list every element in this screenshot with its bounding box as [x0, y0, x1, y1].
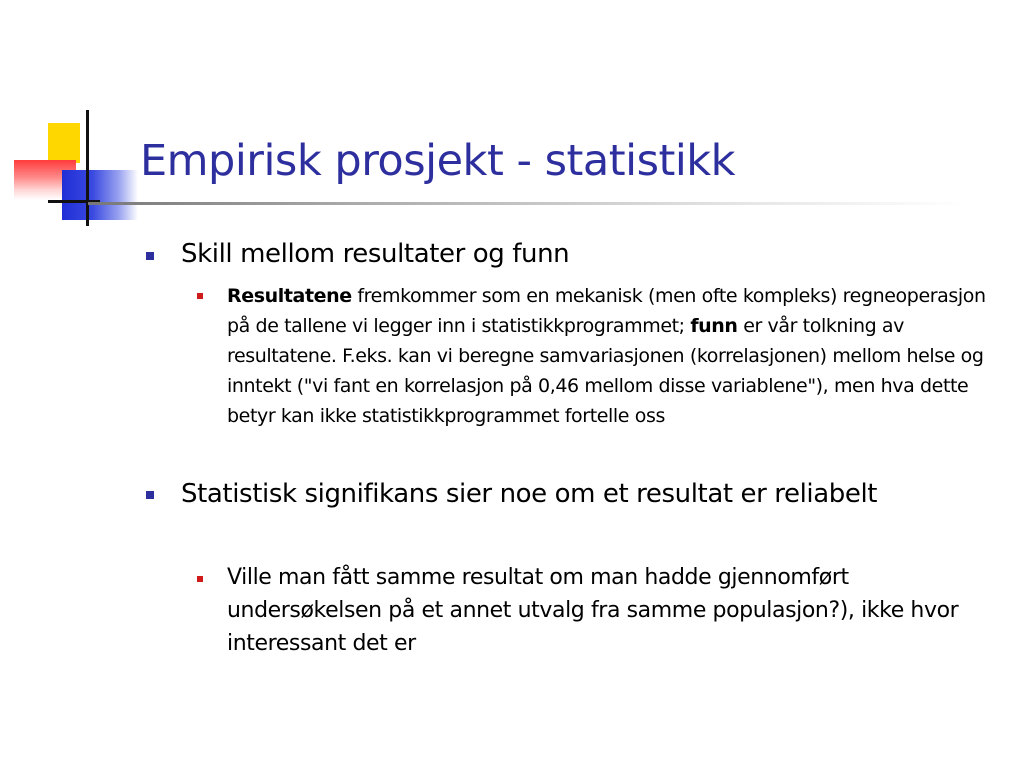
sub-bullet-text: Ville man fått samme resultat om man hadde gjennomført undersøkelsen på et annet utvalg fra samme populasjon?), ikke hvor interessant det er: [227, 565, 959, 656]
bullet-square-icon: [146, 252, 154, 260]
sub-bullet-square-icon: [197, 576, 203, 582]
slide-title: Empirisk prosjekt - statistikk: [140, 136, 736, 186]
term-funn: funn: [690, 315, 738, 337]
term-resultatene: Resultatene: [227, 285, 352, 307]
sub-bullet-text-part2: er vår tolkning av resultatene. F.eks. kan vi beregne samvariasjonen (korrelasjonen) mellom helse og inntekt ("vi fant en korrelasjon på 0,46 mellom disse variablene"), men hva dette betyr kan ikke statistikkprogrammet fortelle oss: [227, 315, 984, 427]
bullet-text: Statistisk signifikans sier noe om et resultat er reliabelt: [181, 479, 878, 509]
bullet-square-icon: [146, 491, 154, 499]
sub-bullet-square-icon: [197, 293, 203, 299]
bullet-text: Skill mellom resultater og funn: [181, 239, 570, 269]
sub-bullet-text: [227, 281, 997, 431]
sub-bullet-text-part1: fremkommer som en mekanisk (men ofte kompleks) regneoperasjon på de tallene vi legger inn i statistikkprogrammet;: [227, 285, 986, 337]
